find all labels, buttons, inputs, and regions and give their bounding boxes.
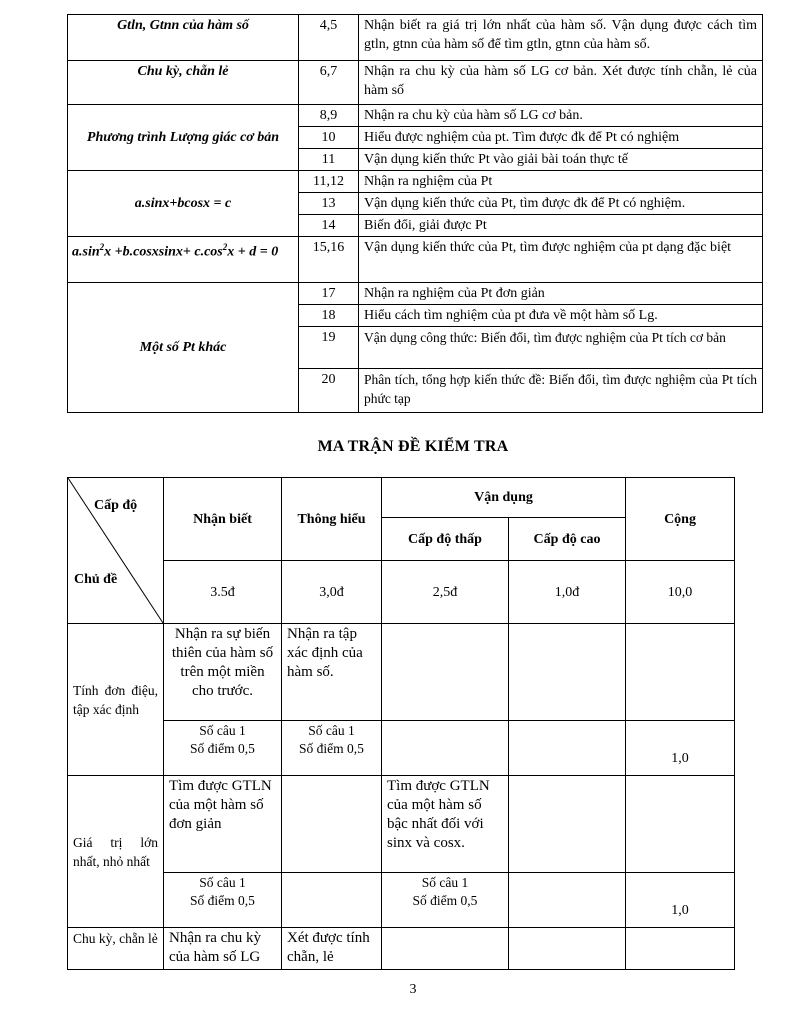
recognition-count (164, 873, 282, 928)
objective-description: Vận dụng kiến thức của Pt, tìm được đk để Pt có nghiệm. (359, 193, 763, 215)
question-number: 11,12 (299, 171, 359, 193)
matrix-title: MA TRẬN ĐỀ KIỂM TRA (317, 438, 509, 455)
understanding-objective (282, 776, 382, 873)
objective-description: Biến đổi, giải được Pt (359, 215, 763, 237)
objective-description: Hiểu được nghiệm của pt. Tìm được đk để Pt có nghiệm (359, 127, 763, 149)
question-number: 20 (299, 369, 359, 413)
score: Số điểm 0,5 (299, 741, 364, 756)
points-row (68, 561, 735, 624)
low-level-objective (382, 624, 509, 721)
score: Số điểm 0,5 (412, 893, 478, 908)
objective-description: Nhận ra nghiệm của Pt đơn giản (359, 283, 763, 305)
header-recognition: Nhận biết (164, 478, 282, 561)
question-count: Số câu 1 (421, 875, 469, 890)
table-row (68, 283, 763, 305)
objective-description: Vận dụng kiến thức của Pt, tìm được nghiệm của pt dạng đặc biệt (359, 237, 763, 283)
table-row (68, 873, 735, 928)
question-number: 19 (299, 327, 359, 369)
high-level-count (509, 873, 626, 928)
recognition-objective: Nhận ra chu kỳ của hàm số LG (164, 928, 282, 970)
topic-name: Chu kỳ, chẵn lẻ (68, 928, 164, 970)
table-row (68, 105, 763, 127)
question-count: Số câu 1 (199, 723, 246, 738)
table-row (68, 15, 763, 61)
high-level-count (509, 721, 626, 776)
score: Số điểm 0,5 (190, 893, 255, 908)
diagonal-header-cell (68, 478, 164, 624)
topic-cell: Một số Pt khác (68, 283, 299, 413)
question-number: 13 (299, 193, 359, 215)
objective-description: Nhận biết ra giá trị lớn nhất của hàm số. Vận dụng được cách tìm gtln, gtnn của hàm số để tìm gtln, gtnn của hàm số. (359, 15, 763, 61)
total-empty (626, 776, 735, 873)
page-number: 3 (409, 982, 417, 997)
formula-part: a.sin (72, 244, 100, 260)
table-row (68, 776, 735, 873)
recognition-count (164, 721, 282, 776)
objective-description: Hiểu cách tìm nghiệm của pt đưa về một hàm số Lg. (359, 305, 763, 327)
topic-cell-formula (68, 237, 299, 283)
header-row (68, 478, 735, 518)
understanding-count (282, 873, 382, 928)
formula-exponent: 2 (99, 242, 105, 252)
table-row (68, 61, 763, 105)
objectives-table (67, 14, 763, 413)
header-understanding: Thông hiểu (282, 478, 382, 561)
topic-cell: a.sinx+bcosx = c (68, 171, 299, 237)
question-number: 18 (299, 305, 359, 327)
table-row (68, 928, 735, 970)
question-count: Số câu 1 (308, 723, 355, 738)
question-number: 6,7 (299, 61, 359, 105)
topic-total: 1,0 (626, 873, 735, 928)
question-number: 4,5 (299, 15, 359, 61)
objective-description: Nhận ra chu kỳ của hàm số LG cơ bản. (359, 105, 763, 127)
low-level-count (382, 873, 509, 928)
question-count: Số câu 1 (199, 875, 246, 890)
understanding-objective: Xét được tính chẵn, lẻ (282, 928, 382, 970)
points-total: 10,0 (626, 561, 735, 624)
high-level-objective (509, 928, 626, 970)
topic-total: 1,0 (626, 721, 735, 776)
points-low-level: 2,5đ (382, 561, 509, 624)
topic-cell: Gtln, Gtnn của hàm số (68, 15, 299, 61)
header-application: Vận dụng (382, 478, 626, 518)
objective-description: Vận dụng kiến thức Pt vào giải bài toán thực tế (359, 149, 763, 171)
low-level-objective (382, 928, 509, 970)
objective-description: Vận dụng công thức: Biến đổi, tìm được nghiệm của Pt tích cơ bản (359, 327, 763, 369)
formula-exponent: 2 (222, 242, 228, 252)
table-row (68, 624, 735, 721)
low-level-count (382, 721, 509, 776)
recognition-objective: Tìm được GTLN của một hàm số đơn giản (164, 776, 282, 873)
understanding-objective: Nhận ra tập xác định của hàm số. (282, 624, 382, 721)
question-number: 15,16 (299, 237, 359, 283)
table-row (68, 171, 763, 193)
high-level-objective (509, 776, 626, 873)
formula-part: x +b.cosxsinx+ c.cos (104, 244, 223, 260)
points-understanding: 3,0đ (282, 561, 382, 624)
level-header-label: Cấp độ (94, 498, 138, 513)
topic-cell: Chu kỳ, chẵn lẻ (68, 61, 299, 105)
objective-description: Nhận ra nghiệm của Pt (359, 171, 763, 193)
low-level-objective: Tìm được GTLN của một hàm số bậc nhất đối với sinx và cosx. (382, 776, 509, 873)
header-total: Cộng (626, 478, 735, 561)
question-number: 11 (299, 149, 359, 171)
points-recognition: 3.5đ (164, 561, 282, 624)
header-high-level: Cấp độ cao (509, 518, 626, 561)
objective-description: Nhận ra chu kỳ của hàm số LG cơ bản. Xét được tính chẵn, lẻ của hàm số (359, 61, 763, 105)
question-number: 8,9 (299, 105, 359, 127)
exam-matrix-table (67, 477, 735, 970)
objective-description: Phân tích, tổng hợp kiến thức đề: Biến đổi, tìm được nghiệm của Pt tích phức tạp (359, 369, 763, 413)
question-number: 10 (299, 127, 359, 149)
understanding-count (282, 721, 382, 776)
question-number: 14 (299, 215, 359, 237)
topic-name: Giá trị lớn nhất, nhỏ nhất (68, 776, 164, 928)
high-level-objective (509, 624, 626, 721)
recognition-objective: Nhận ra sự biến thiên của hàm số trên một miền cho trước. (164, 624, 282, 721)
total-empty (626, 928, 735, 970)
points-high-level: 1,0đ (509, 561, 626, 624)
topic-cell: Phương trình Lượng giác cơ bản (68, 105, 299, 171)
header-low-level: Cấp độ thấp (382, 518, 509, 561)
table-row (68, 721, 735, 776)
topic-name: Tính đơn điệu, tập xác định (68, 624, 164, 776)
score: Số điểm 0,5 (190, 741, 255, 756)
question-number: 17 (299, 283, 359, 305)
topic-header-label: Chủ đề (74, 572, 118, 587)
table-row (68, 237, 763, 283)
formula-part: x + d = 0 (227, 244, 279, 260)
total-empty (626, 624, 735, 721)
